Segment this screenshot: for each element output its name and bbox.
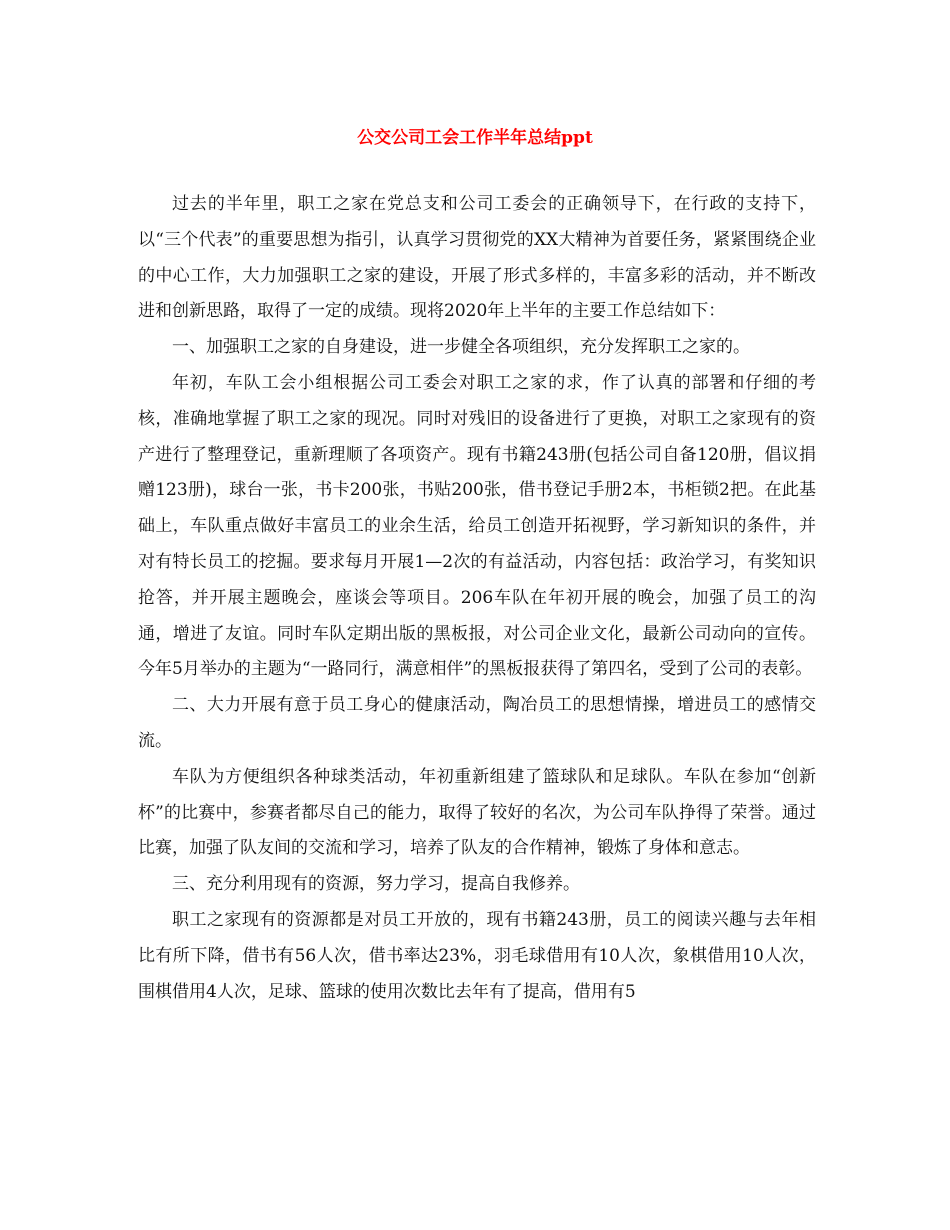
paragraph-intro: 过去的半年里，职工之家在党总支和公司工委会的正确领导下，在行政的支持下，以“三个代表”的重要思想为指引，认真学习贯彻党的XX大精神为首要任务，紧紧围绕企业的中心工作，大力加强职工之家的建设，开展了形式多样的，丰富多彩的活动，并不断改进和创新思路，取得了一定的成绩。现将2020年上半年的主要工作总结如下： xyxy=(138,194,816,322)
paragraph-section-2: 车队为方便组织各种球类活动，年初重新组建了篮球队和足球队。车队在参加“创新杯”的比赛中，参赛者都尽自己的能力，取得了较好的名次，为公司车队挣得了荣誉。通过比赛，加强了队友间的交流和学习，培养了队友的合作精神，锻炼了身体和意志。 xyxy=(138,766,816,859)
section-heading-3: 三、充分利用现有的资源，努力学习，提高自我修养。 xyxy=(172,874,580,895)
section-heading-1: 一、加强职工之家的自身建设，进一步健全各项组织，充分发挥职工之家的。 xyxy=(172,337,750,358)
paragraph-section-3: 职工之家现有的资源都是对员工开放的，现有书籍243册，员工的阅读兴趣与去年相比有所下降，借书有56人次，借书率达23%，羽毛球借用有10人次，象棋借用10人次，围棋借用4人次，足球、篮球的使用次数比去年有了提高，借用有5 xyxy=(138,909,816,1002)
paragraph-section-1: 年初，车队工会小组根据公司工委会对职工之家的求，作了认真的部署和仔细的考核，准确地掌握了职工之家的现况。同时对残旧的设备进行了更换，对职工之家现有的资产进行了整理登记，重新理顺了各项资产。现有书籍243册(包括公司自备120册，倡议捐赠123册)，球台一张，书卡200张，书贴200张，借书登记手册2本，书柜锁2把。在此基础上，车队重点做好丰富员工的业余生活，给员工创造开拓视野，学习新知识的条件，并对有特长员工的挖掘。要求每月开展1—2次的有益活动，内容包括：政治学习，有奖知识抢答，并开展主题晚会，座谈会等项目。206车队在年初开展的晚会，加强了员工的沟通，增进了友谊。同时车队定期出版的黑板报，对公司企业文化，最新公司动向的宣传。今年5月举办的主题为“一路同行，满意相伴”的黑板报获得了第四名，受到了公司的表彰。 xyxy=(138,372,816,680)
section-heading-2: 二、大力开展有意于员工身心的健康活动，陶冶员工的思想情操，增进员工的感情交流。 xyxy=(138,695,816,751)
document-body xyxy=(138,187,816,1010)
document-title: 公交公司工会工作半年总结ppt xyxy=(357,128,593,148)
